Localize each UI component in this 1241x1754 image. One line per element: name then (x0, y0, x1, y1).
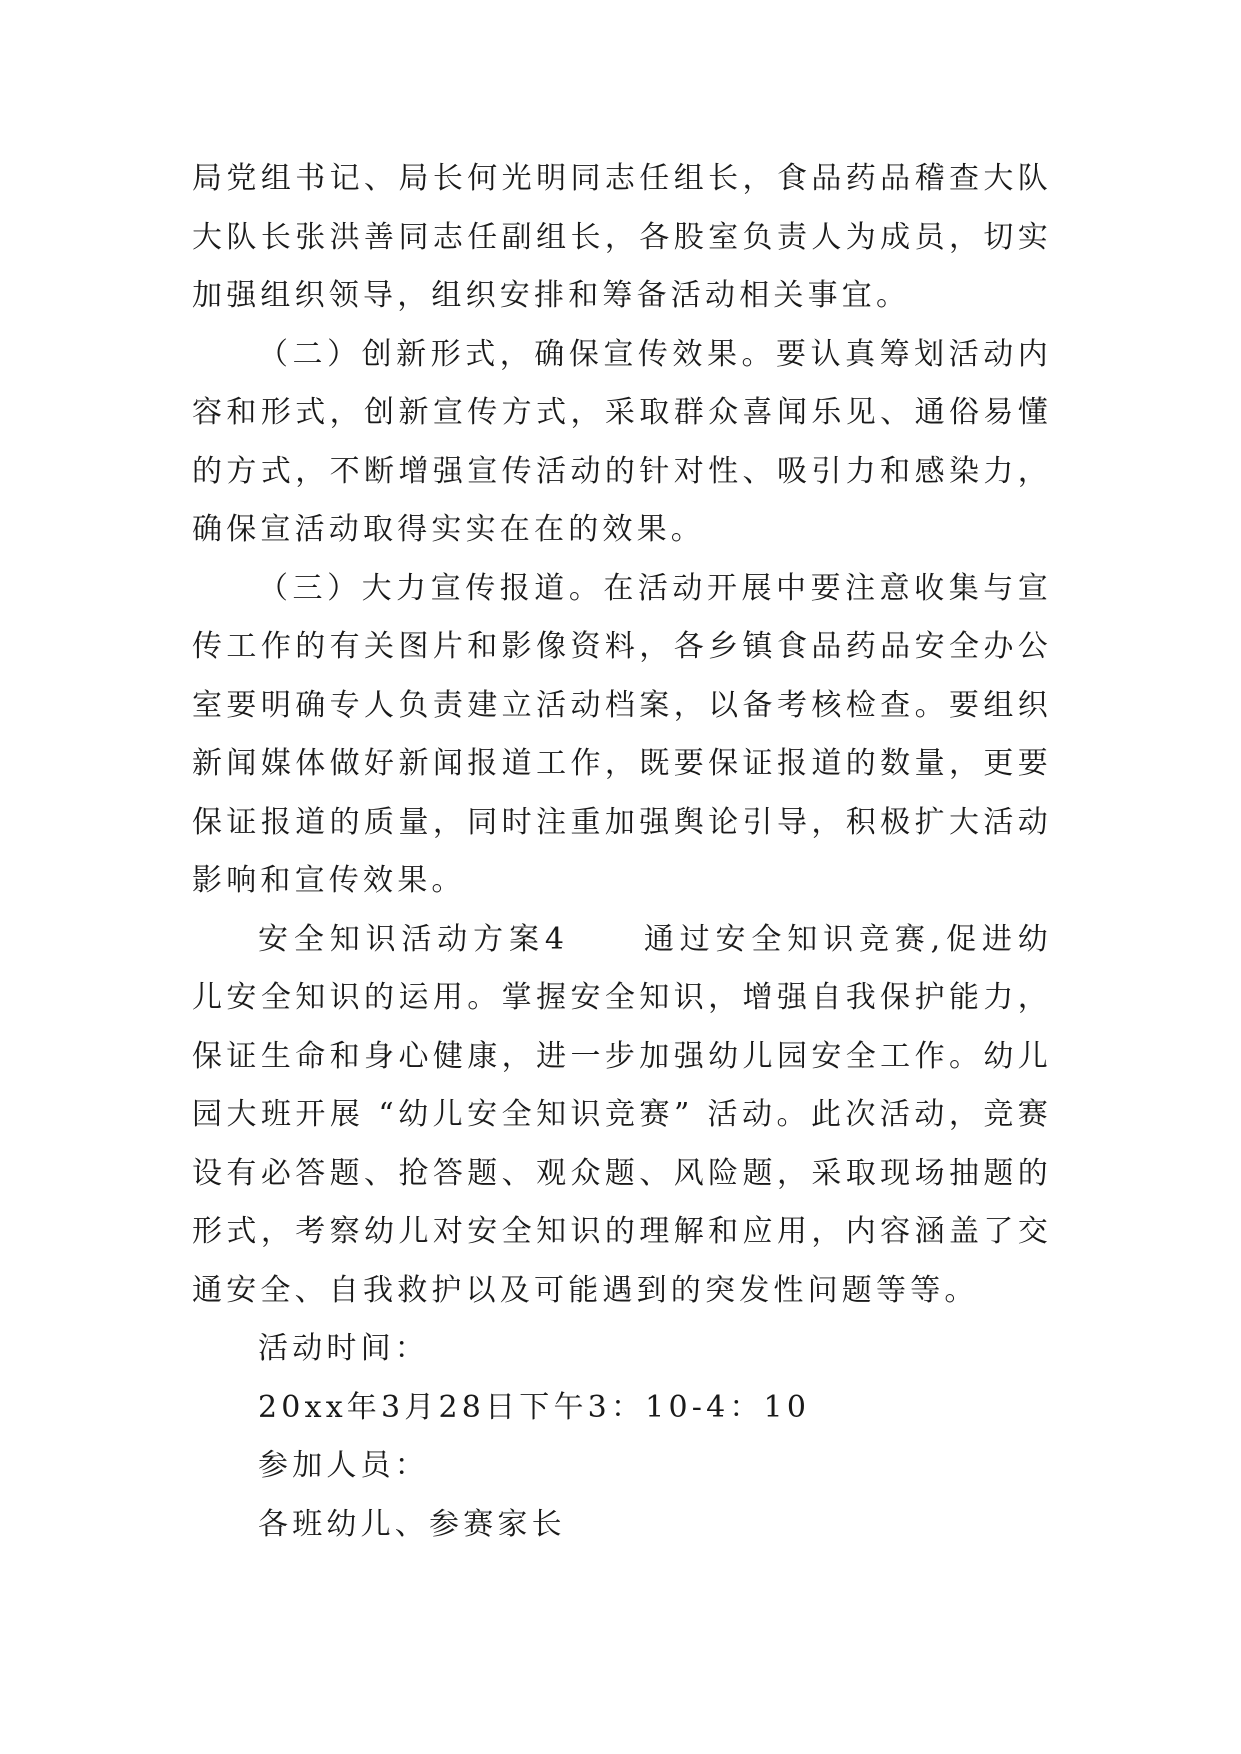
paragraph-innovation: （二）创新形式，确保宣传效果。要认真筹划活动内容和形式，创新宣传方式，采取群众喜闻乐见、通俗易懂的方式，不断增强宣传活动的针对性、吸引力和感染力，确保宣活动取得实实在在的效果。 (192, 336, 1052, 547)
participants-value: 各班幼儿、参赛家长 (258, 1506, 566, 1542)
time-value: 20xx年3月28日下午3：10-4：10 (258, 1389, 811, 1425)
document-body (192, 150, 1052, 1554)
section4-body: 通过安全知识竞赛,促进幼儿安全知识的运用。掌握安全知识，增强自我保护能力，保证生命和身心健康，进一步加强幼儿园安全工作。幼儿园大班开展 “幼儿安全知识竞赛” 活动。此次活动，竞赛设有必答题、抢答题、观众题、风险题，采取现场抽题的形式，考察幼儿对安全知识的理解和应用，内容涵盖了交通安全、自我救护以及可能遇到的突发性问题等等。 (192, 921, 1052, 1308)
time-label: 活动时间： (258, 1331, 429, 1366)
paragraph-leadership: 局党组书记、局长何光明同志任组长，食品药品稽查大队大队长张洪善同志任副组长，各股室负责人为成员，切实加强组织领导，组织安排和筹备活动相关事宜。 (192, 161, 1052, 313)
section4-paragraph (192, 911, 1052, 1321)
paragraph-publicity: （三）大力宣传报道。在活动开展中要注意收集与宣传工作的有关图片和影像资料，各乡镇食品药品安全办公室要明确专人负责建立活动档案，以备考核检查。要组织新闻媒体做好新闻报道工作，既要保证报道的数量，更要保证报道的质量，同时注重加强舆论引导，积极扩大活动影响和宣传效果。 (192, 570, 1052, 898)
participants-label: 参加人员： (258, 1448, 429, 1483)
section4-heading: 安全知识活动方案4 (258, 921, 569, 957)
